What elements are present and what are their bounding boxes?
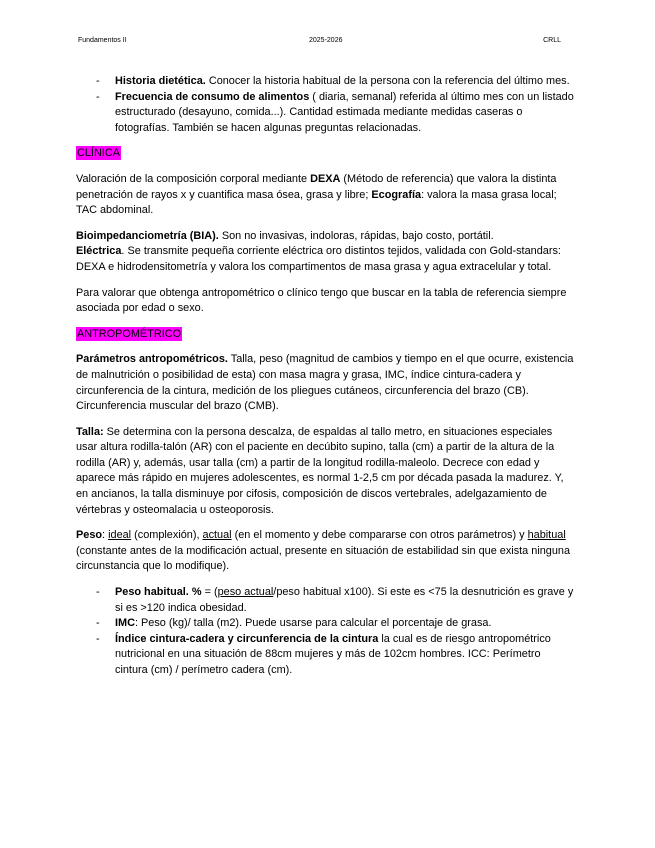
text-run: la cual es de riesgo antropométrico nutricional en una situación de 88cm mujeres y más de 102cm hombres. ICC: Perímetro cintura (cm) / perímetro cadera (cm). bbox=[115, 632, 551, 676]
paragraph-dexa bbox=[76, 172, 576, 219]
text-run: : valora la masa grasa local; TAC abdominal. bbox=[76, 188, 557, 217]
highlighted-heading: CLÍNICA bbox=[77, 147, 120, 160]
list-item bbox=[76, 632, 576, 679]
underlined-term: peso actual bbox=[217, 586, 274, 599]
dietary-list bbox=[76, 74, 576, 136]
paragraph-reference: Para valorar que obtenga antropométrico o clínico tengo que buscar en la tabla de referencia siempre asociada por edad o sexo. bbox=[76, 286, 567, 315]
list-item-text: Conocer la historia habitual de la persona con la referencia del último mes. bbox=[205, 75, 570, 87]
bold-term: Bioimpedanciometría (BIA). bbox=[76, 229, 219, 242]
list-item bbox=[76, 90, 576, 137]
paragraph-talla bbox=[76, 425, 576, 519]
text-run: Se determina con la persona descalza, de espaldas al tallo metro, en situaciones especiales usar altura rodilla-talón (AR) con el paciente en decúbito supino, talla (cm) a partir de la altura de la rodilla (AR) y, además, usar talla (cm) a partir de la longitud rodilla-maleolo. Decrece con edad y aparece más rápido en mujeres adolescentes, es normal 1-2,5 cm por década pasada la madurez. Y, en ancianos, la talla disminuye por cifosis, composición de discos vertebrales, adelgazamiento de vértebras y osteomalacia u osteoporosis. bbox=[76, 425, 564, 516]
header-year: 2025-2026 bbox=[309, 37, 343, 44]
bold-term: Parámetros antropométricos. bbox=[76, 353, 228, 366]
text-run: Valoración de la composición corporal mediante bbox=[76, 172, 311, 185]
list-item-term: IMC bbox=[115, 617, 135, 630]
list-item-term: Historia dietética. bbox=[115, 75, 206, 87]
text-run: (en el momento y debe compararse con otros parámetros) y bbox=[231, 529, 528, 542]
text-run: Son no invasivas, indoloras, rápidas, bajo costo, portátil. bbox=[218, 229, 494, 242]
underlined-term: habitual bbox=[527, 529, 566, 542]
document-body bbox=[76, 74, 576, 689]
text-run: Talla, peso (magnitud de cambios y tiempo en el que ocurre, existencia de malnutrición o posibilidad de esta) con masa magra y grasa, IMC, índice cintura-cadera y circunferencia de la cintura, medición de los pliegues cutáneos, circunferencia del brazo (CB). Circunferencia muscular del brazo (CMB). bbox=[76, 353, 574, 413]
paragraph-bia bbox=[76, 229, 576, 276]
paragraph-parametros bbox=[76, 352, 576, 414]
underlined-term: actual bbox=[202, 529, 232, 542]
list-item bbox=[76, 616, 576, 632]
text-run: = ( bbox=[201, 586, 218, 599]
section-heading-antropometrico bbox=[76, 327, 576, 343]
header-course: Fundamentos II bbox=[78, 37, 127, 44]
underlined-term: ideal bbox=[108, 529, 132, 542]
list-item-text: ( diaria, semanal) referida al último mes con un listado estructurado (desayuno, comida...). Cantidad estimada mediante medidas caseras o fotografías. También se hacen algunas preguntas relacionadas. bbox=[115, 90, 574, 134]
text-run: (complexión), bbox=[131, 529, 203, 542]
header-initials: CRLL bbox=[543, 37, 561, 44]
list-item-term: Frecuencia de consumo de alimentos bbox=[115, 90, 310, 103]
bold-term: DEXA bbox=[310, 172, 341, 185]
bold-term: Eléctrica bbox=[76, 245, 122, 258]
text-run: (Método de referencia) que valora la distinta penetración de rayos x y cuantifica masa ósea, grasa y libre; bbox=[76, 172, 557, 201]
text-run: /peso habitual x100). Si este es <75 la desnutrición es grave y si es >120 indica obesidad. bbox=[115, 586, 574, 614]
highlighted-heading: ANTROPOMÉTRICO bbox=[77, 327, 182, 340]
section-heading-clinica bbox=[76, 146, 576, 162]
text-run: . Se transmite pequeña corriente eléctrica oro distintos tejidos, validada con Gold-standars: DEXA e hidrodensitometría y valora los compartimentos de masa grasa y agua extracelular y total. bbox=[76, 245, 561, 273]
text-run: (constante antes de la modificación actual, presente en situación de estabilidad sin que exista ninguna circunstancia que lo modifique). bbox=[76, 544, 571, 573]
list-item bbox=[76, 74, 576, 90]
text-run: : Peso (kg)/ talla (m2). Puede usarse para calcular el porcentaje de grasa. bbox=[134, 617, 492, 630]
paragraph-peso bbox=[76, 528, 576, 575]
list-item-term: Índice cintura-cadera y circunferencia de la cintura bbox=[115, 632, 379, 645]
text-run: : bbox=[102, 529, 109, 542]
bold-term: Peso bbox=[76, 529, 103, 542]
bold-term: Talla: bbox=[76, 425, 104, 438]
anthropometric-list bbox=[76, 585, 576, 679]
list-item bbox=[76, 585, 576, 616]
bold-term: Ecografía bbox=[371, 188, 422, 201]
list-item-term: Peso habitual. % bbox=[115, 586, 202, 599]
